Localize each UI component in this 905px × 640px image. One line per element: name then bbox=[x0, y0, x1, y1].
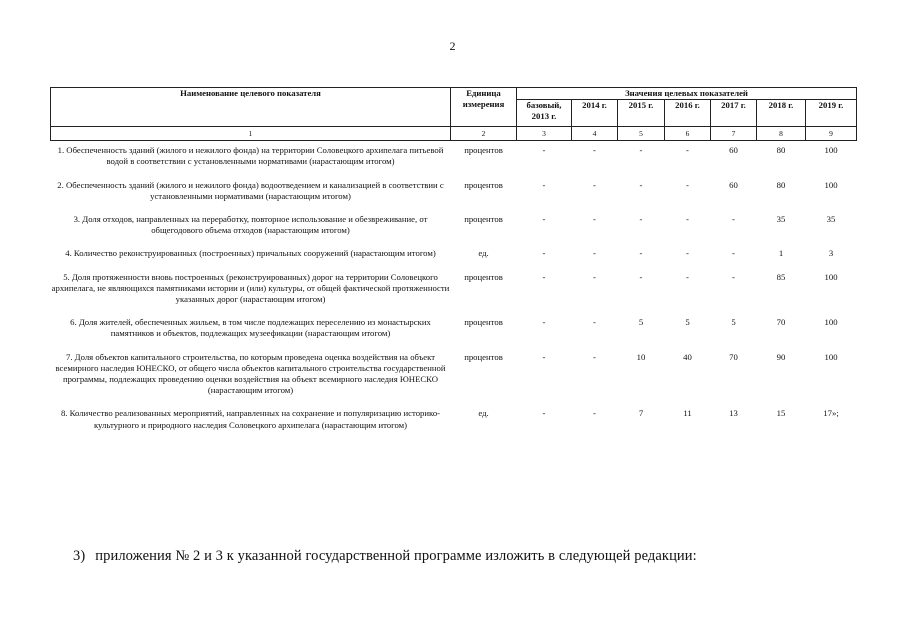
indicator-value: - bbox=[686, 248, 689, 259]
indicator-value: - bbox=[542, 271, 546, 282]
indicator-name: 2. Обеспеченность зданий (жилого и нежилого фонда) водоотведением и канализацией в соответствии с установленными нормативами (нарастающим итогом) bbox=[57, 179, 444, 201]
indicator-name: 5. Доля протяженности вновь построенных (реконструированных) дорог на территории Соловецкого архипелага, не являющихся памятниками истории и (или) культуры, от общей фактической протяженности указанных дорог (нарастающим итогом) bbox=[51, 271, 450, 305]
indicator-value: - bbox=[593, 351, 596, 362]
column-number: 7 bbox=[711, 127, 757, 141]
indicator-value: 70 bbox=[729, 351, 738, 362]
table-row bbox=[51, 348, 857, 405]
indicator-unit: процентов bbox=[464, 351, 503, 362]
header-year: 2015 г. bbox=[618, 100, 665, 127]
header-values-group: Значения целевых показателей bbox=[517, 88, 857, 100]
indicator-value: 70 bbox=[776, 317, 786, 328]
indicator-value: 90 bbox=[776, 351, 786, 362]
indicator-unit: процентов bbox=[464, 271, 503, 282]
indicator-value: 100 bbox=[824, 179, 838, 190]
indicator-value: 60 bbox=[729, 179, 738, 190]
column-number: 4 bbox=[572, 127, 618, 141]
indicator-value: - bbox=[593, 248, 596, 259]
indicator-unit: процентов bbox=[464, 317, 503, 328]
column-number: 5 bbox=[618, 127, 665, 141]
indicator-value: - bbox=[686, 179, 689, 190]
table-row bbox=[51, 141, 857, 176]
indicator-value: 7 bbox=[638, 408, 644, 419]
indicator-value: - bbox=[732, 214, 735, 225]
indicator-value: - bbox=[542, 317, 546, 328]
column-numbers-row bbox=[51, 127, 857, 141]
indicator-value: - bbox=[732, 271, 735, 282]
indicator-value: 15 bbox=[776, 408, 786, 419]
header-year: 2019 г. bbox=[806, 100, 857, 127]
header-year: 2014 г. bbox=[572, 100, 618, 127]
indicator-value: - bbox=[542, 145, 546, 156]
indicator-value: 17»; bbox=[823, 408, 839, 419]
instruction-number: 3) bbox=[73, 548, 86, 564]
indicator-value: - bbox=[542, 214, 546, 225]
header-unit: Единица измерения bbox=[451, 88, 517, 127]
page-number: 2 bbox=[449, 39, 456, 53]
indicator-value: 11 bbox=[683, 408, 692, 419]
indicator-name: 4. Количество реконструированных (построенных) причальных сооружений (нарастающим итогом) bbox=[65, 248, 436, 259]
indicator-unit: ед. bbox=[478, 248, 489, 259]
indicator-unit: ед. bbox=[478, 408, 489, 419]
header-name: Наименование целевого показателя bbox=[51, 88, 451, 127]
indicator-value: 60 bbox=[729, 145, 738, 156]
table-row bbox=[51, 176, 857, 210]
indicator-name: 6. Доля жителей, обеспеченных жильем, в том числе подлежащих переселению из монастырских памятников и объектов, подлежащих музеефикации (нарастающим итогом) bbox=[70, 317, 431, 339]
target-indicators-table bbox=[50, 87, 857, 439]
indicator-value: - bbox=[593, 271, 596, 282]
indicator-value: - bbox=[593, 145, 596, 156]
indicator-value: - bbox=[593, 317, 596, 328]
indicator-value: - bbox=[542, 351, 546, 362]
indicator-value: 80 bbox=[776, 179, 786, 190]
column-number: 8 bbox=[757, 127, 806, 141]
indicator-name: 1. Обеспеченность зданий (жилого и нежилого фонда) на территории Соловецкого архипелага питьевой водой в соответствии с установленными нормативами (нарастающим итогом) bbox=[57, 145, 444, 167]
indicator-value: 100 bbox=[824, 145, 838, 156]
indicator-value: 85 bbox=[776, 271, 786, 282]
indicator-value: - bbox=[542, 248, 546, 259]
indicator-name: 8. Количество реализованных мероприятий, направленных на сохранение и популяризацию историко-культурного и природного наследия Соловецкого архипелага (нарастающим итогом) bbox=[60, 408, 441, 430]
table-row bbox=[51, 404, 857, 438]
indicator-value: - bbox=[593, 214, 596, 225]
indicator-value: - bbox=[593, 179, 596, 190]
indicator-value: - bbox=[686, 271, 689, 282]
indicator-unit: процентов bbox=[464, 179, 503, 190]
indicator-value: - bbox=[593, 408, 596, 419]
indicator-value: - bbox=[542, 179, 546, 190]
header-year: базовый, 2013 г. bbox=[517, 100, 572, 127]
indicator-name: 3. Доля отходов, направленных на переработку, повторное использование и обезвреживание, от общегодового объема отходов (нарастающим итогом) bbox=[73, 214, 428, 236]
indicator-value: 10 bbox=[636, 351, 646, 362]
indicator-value: 35 bbox=[776, 214, 786, 225]
indicator-value: - bbox=[639, 214, 643, 225]
indicator-value: 3 bbox=[828, 248, 834, 259]
table-row bbox=[51, 268, 857, 314]
indicator-value: 100 bbox=[824, 317, 838, 328]
instruction-text: приложения № 2 и 3 к указанной государственной программе изложить в следующей редакции: bbox=[95, 548, 697, 564]
indicator-value: - bbox=[639, 179, 643, 190]
header-year: 2017 г. bbox=[711, 100, 757, 127]
column-number: 6 bbox=[665, 127, 711, 141]
table-row bbox=[51, 313, 857, 347]
indicator-value: - bbox=[639, 248, 643, 259]
indicator-value: 100 bbox=[824, 351, 838, 362]
indicator-value: - bbox=[639, 145, 643, 156]
indicator-value: 5 bbox=[638, 317, 644, 328]
indicator-value: 40 bbox=[683, 351, 692, 362]
indicator-value: - bbox=[686, 145, 689, 156]
indicator-value: 100 bbox=[824, 271, 838, 282]
indicator-value: 13 bbox=[729, 408, 738, 419]
indicator-value: 1 bbox=[778, 248, 784, 259]
indicator-value: - bbox=[542, 408, 546, 419]
table-row bbox=[51, 210, 857, 244]
indicator-unit: процентов bbox=[464, 145, 503, 156]
column-number: 1 bbox=[51, 127, 451, 141]
indicator-unit: процентов bbox=[464, 214, 503, 225]
indicator-value: - bbox=[639, 271, 643, 282]
instruction-paragraph bbox=[73, 548, 697, 565]
header-year: 2018 г. bbox=[757, 100, 806, 127]
header-row-top bbox=[51, 88, 857, 100]
indicator-value: 5 bbox=[731, 317, 736, 328]
table-row bbox=[51, 244, 857, 267]
column-number: 3 bbox=[517, 127, 572, 141]
indicator-value: 35 bbox=[826, 214, 836, 225]
indicator-value: - bbox=[686, 214, 689, 225]
indicator-value: - bbox=[732, 248, 735, 259]
column-number: 2 bbox=[451, 127, 517, 141]
header-year: 2016 г. bbox=[665, 100, 711, 127]
indicator-name: 7. Доля объектов капитального строительства, по которым проведена оценка воздействия на объект всемирного наследия ЮНЕСКО, от общего числа объектов капитального строительства государственной программы, подлежащих проведению оценки воздействия на объект всемирного наследия ЮНЕСКО (нарастающим итогом) bbox=[55, 351, 446, 396]
column-number: 9 bbox=[806, 127, 857, 141]
indicator-value: 5 bbox=[685, 317, 690, 328]
indicator-value: 80 bbox=[776, 145, 786, 156]
